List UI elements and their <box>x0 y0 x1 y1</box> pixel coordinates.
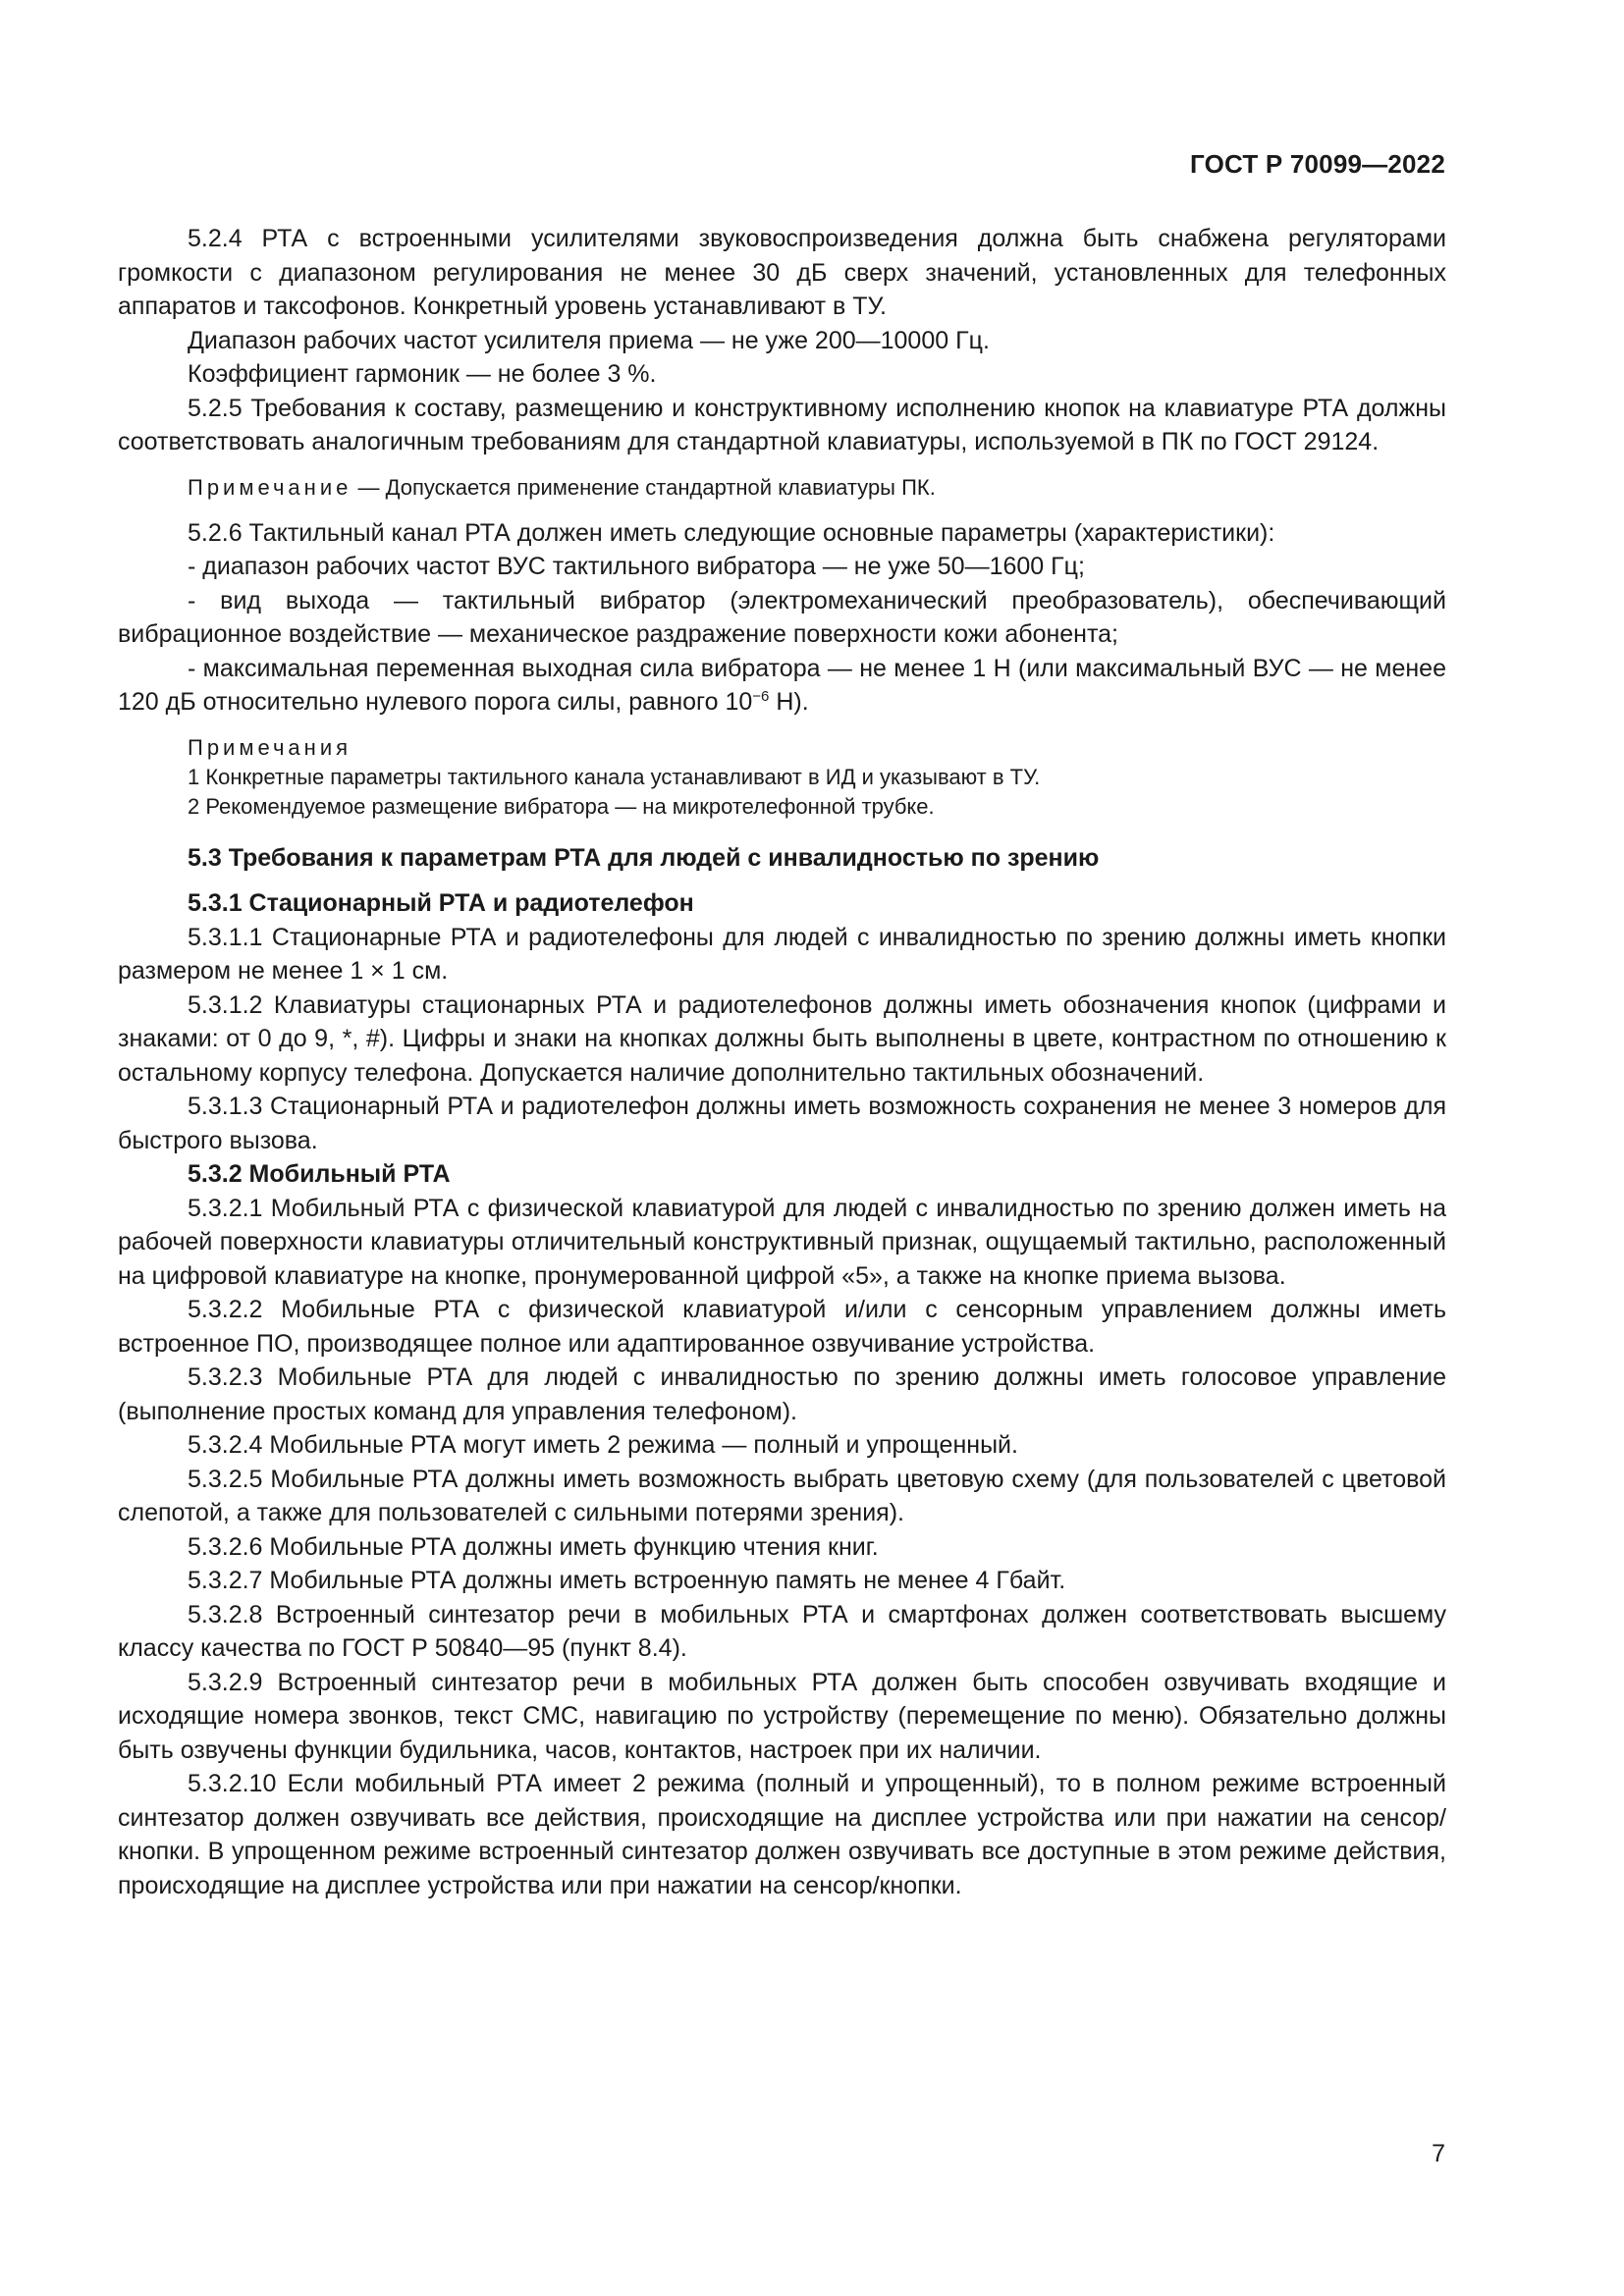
exponent: −6 <box>752 688 770 705</box>
paragraph-5-3-2-7: 5.3.2.7 Мобильные РТА должны иметь встроенную память не менее 4 Гбайт. <box>188 1567 1066 1594</box>
paragraph-5-3-2-8: 5.3.2.8 Встроенный синтезатор речи в мобильных РТА и смартфонах должен соответствовать высшему классу качества по ГОСТ Р 50840—95 (пункт 8.4). <box>118 1600 1446 1662</box>
document-body <box>118 222 1446 1902</box>
paragraph-5-3-2-9: 5.3.2.9 Встроенный синтезатор речи в мобильных РТА должен быть способен озвучивать входящие и исходящие номера звонков, текст СМС, навигацию по устройству (перемещение по меню). Обязательно должны быть озвучены функции будильника, часов, контактов, настроек при их наличии. <box>118 1668 1446 1764</box>
paragraph-5-3-2-10: 5.3.2.10 Если мобильный РТА имеет 2 режима (полный и упрощенный), то в полном режиме встроенный синтезатор должен озвучивать все действия, происходящие на дисплее устройства или при нажатии на сенсор/кнопки. В упрощенном режиме встроенный синтезатор должен озвучивать все доступные в этом режиме действия, происходящие на дисплее устройства или при нажатии на сенсор/кнопки. <box>118 1770 1446 1899</box>
paragraph-5-3-2-3: 5.3.2.3 Мобильные РТА для людей с инвалидностью по зрению должны иметь голосовое управление (выполнение простых команд для управления телефоном). <box>118 1363 1446 1425</box>
note-keyboard <box>118 473 1446 503</box>
notes-heading: Примечания <box>188 734 352 760</box>
list-item-max-force <box>118 652 1446 720</box>
section-heading-5-3: 5.3 Требования к параметрам РТА для людей с инвалидностью по зрению <box>188 843 1100 872</box>
subsection-heading-5-3-2: 5.3.2 Мобильный РТА <box>188 1160 451 1188</box>
list-item-frequency: - диапазон рабочих частот ВУС тактильного вибратора — не уже 50—1600 Гц; <box>188 553 1085 580</box>
note-text: — Допускается применение стандартной клавиатуры ПК. <box>352 474 936 500</box>
paragraph-5-2-6: 5.2.6 Тактильный канал РТА должен иметь следующие основные параметры (характеристики): <box>188 518 1275 547</box>
list-item-output-type: - вид выхода — тактильный вибратор (электромеханический преобразователь), обеспечивающий вибрационное воздействие — механическое раздражение поверхности кожи абонента; <box>118 586 1446 648</box>
paragraph-5-3-2-5: 5.3.2.5 Мобильные РТА должны иметь возможность выбрать цветовую схему (для пользователей с цветовой слепотой, а также для пользователей с сильными потерями зрения). <box>118 1465 1446 1526</box>
paragraph-5-3-1-1: 5.3.1.1 Стационарные РТА и радиотелефоны для людей с инвалидностью по зрению должны иметь кнопки размером не менее 1 × 1 см. <box>118 923 1446 985</box>
paragraph-5-3-2-4: 5.3.2.4 Мобильные РТА могут иметь 2 режима — полный и упрощенный. <box>188 1431 1018 1459</box>
paragraph-5-2-5: 5.2.5 Требования к составу, размещению и конструктивному исполнению кнопок на клавиатуре РТА должны соответствовать аналогичным требованиям для стандартной клавиатуры, используемой в ПК по ГОСТ 29124. <box>118 394 1446 455</box>
document-code-header: ГОСТ Р 70099—2022 <box>1190 149 1445 179</box>
paragraph-5-3-2-1: 5.3.2.1 Мобильный РТА с физической клавиатурой для людей с инвалидностью по зрению должен иметь на рабочей поверхности клавиатуры отличительный конструктивный признак, ощущаемый тактильно, расположенный на цифровой клавиатуре на кнопке, пронумерованной цифрой «5», а также на кнопке приема вызова. <box>118 1194 1446 1290</box>
page-number: 7 <box>1432 2140 1445 2167</box>
max-force-text: - максимальная переменная выходная сила вибратора — не менее 1 Н (или максимальный ВУС — не менее 120 дБ относительно нулевого порога силы, равного 10 <box>118 654 1446 716</box>
paragraph-5-3-2-2: 5.3.2.2 Мобильные РТА с физической клавиатурой и/или с сенсорным управлением должны иметь встроенное ПО, производящее полное или адаптированное озвучивание устройства. <box>118 1296 1446 1358</box>
paragraph-5-3-2-6: 5.3.2.6 Мобильные РТА должны иметь функцию чтения книг. <box>188 1532 879 1561</box>
note-label: Примечание <box>188 474 352 500</box>
subsection-heading-5-3-1: 5.3.1 Стационарный РТА и радиотелефон <box>188 889 694 917</box>
paragraph-frequency-range: Диапазон рабочих частот усилителя приема — не уже 200—10000 Гц. <box>188 326 990 354</box>
paragraph-harmonics: Коэффициент гармоник — не более 3 %. <box>188 360 657 388</box>
max-force-unit: Н). <box>769 688 809 716</box>
paragraph-5-3-1-2: 5.3.1.2 Клавиатуры стационарных РТА и радиотелефонов должны иметь обозначения кнопок (цифрами и знаками: от 0 до 9, *, #). Цифры и знаки на кнопках должны быть выполнены в цвете, контрастном по отношению к остальному корпусу телефона. Допускается наличие дополнительно тактильных обозначений. <box>118 990 1446 1087</box>
note-item-1: 1 Конкретные параметры тактильного канала устанавливают в ИД и указывают в ТУ. <box>188 764 1041 789</box>
paragraph-5-2-4: 5.2.4 РТА с встроенными усилителями звуковоспроизведения должна быть снабжена регуляторами громкости с диапазоном регулирования не менее 30 дБ сверх значений, установленных для телефонных аппаратов и таксофонов. Конкретный уровень устанавливают в ТУ. <box>118 225 1446 320</box>
paragraph-5-3-1-3: 5.3.1.3 Стационарный РТА и радиотелефон должны иметь возможность сохранения не менее 3 номеров для быстрого вызова. <box>118 1093 1446 1154</box>
note-item-2: 2 Рекомендуемое размещение вибратора — на микротелефонной трубке. <box>188 793 935 819</box>
